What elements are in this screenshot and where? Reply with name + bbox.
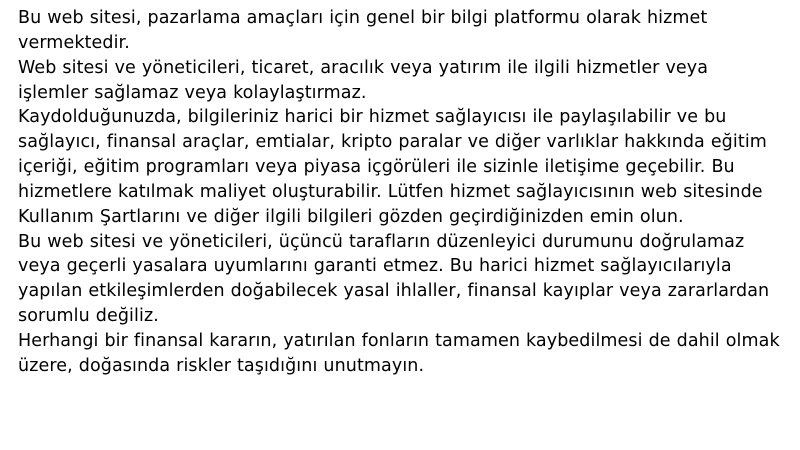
disclaimer-paragraph-5: Herhangi bir finansal kararın, yatırılan fonların tamamen kaybedilmesi de dahil olmak üzere, doğasında riskler taşıdığını unutmayın. (18, 330, 780, 376)
disclaimer-paragraph-1: Bu web sitesi, pazarlama amaçları için genel bir bilgi platformu olarak hizmet vermektedir. (18, 8, 708, 53)
disclaimer-paragraph-2: Web sitesi ve yöneticileri, ticaret, aracılık veya yatırım ile ilgili hizmetler veya işlemler sağlamaz veya kolaylaştırmaz. (18, 57, 709, 103)
disclaimer-paragraph-4: Bu web sitesi ve yöneticileri, üçüncü tarafların düzenleyici durumunu doğrulamaz veya geçerli yasalara uyumlarını garanti etmez. Bu harici hizmet sağlayıcılarıyla yapılan etkileşimlerden doğabilecek yasal ihlaller, finansal kayıplar veya zararlardan sorumlu değiliz. (18, 231, 770, 327)
disclaimer-paragraph-3: Kaydolduğunuzda, bilgileriniz harici bir hizmet sağlayıcısı ile paylaşılabilir ve bu sağlayıcı, finansal araçlar, emtialar, kripto paralar ve diğer varlıklar hakkında eğitim içeriği, eğitim programları veya piyasa içgörüleri ile sizinle iletişime geçebilir. Bu hizmetlere katılmak maliyet oluşturabilir. Lütfen hizmet sağlayıcısının web sitesinde Kullanım Şartlarını ve diğer ilgili bilgileri gözden geçirdiğinizden emin olun. (18, 107, 767, 227)
